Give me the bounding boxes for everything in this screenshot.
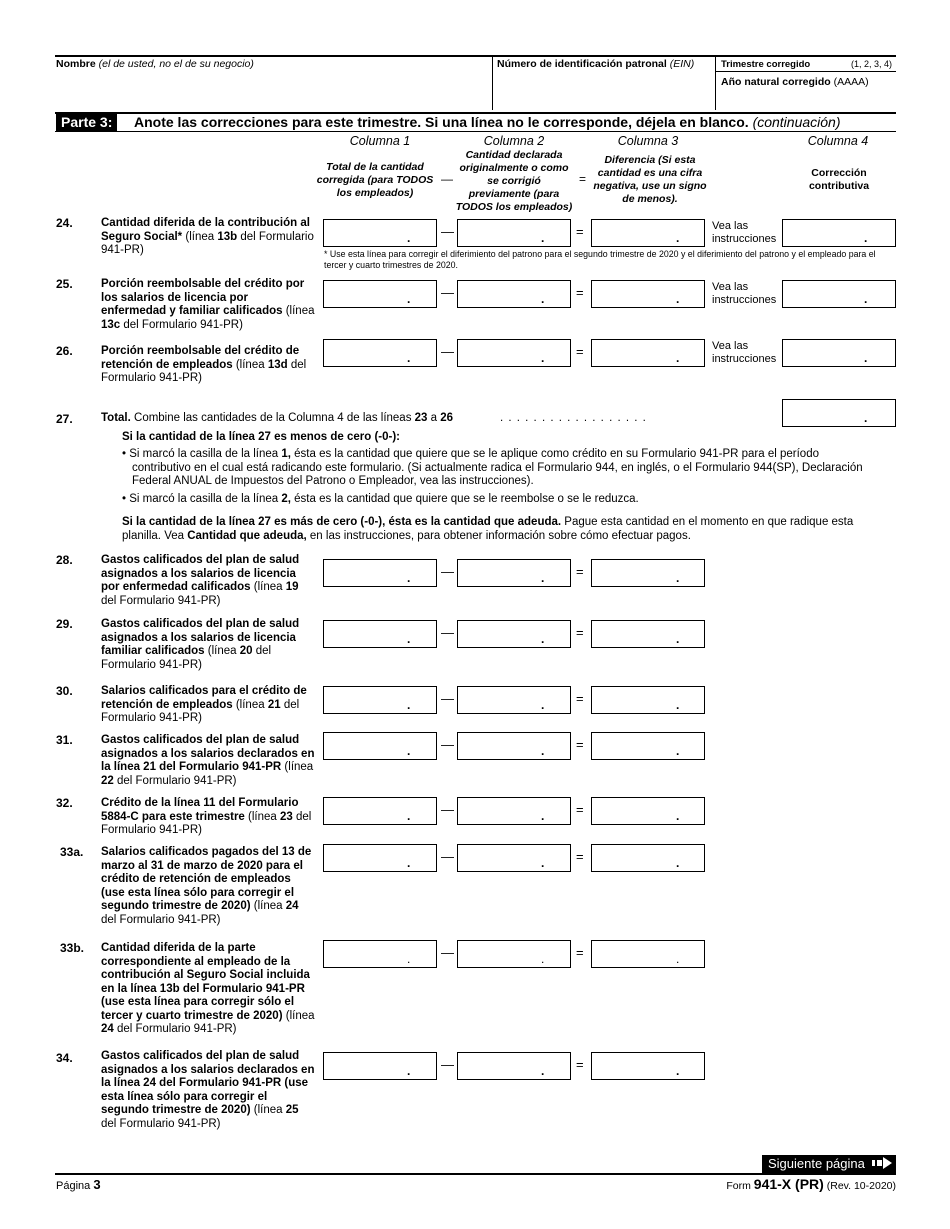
col-head-minus: —	[441, 172, 453, 186]
line-number: 30.	[56, 684, 73, 698]
line-number: 26.	[56, 344, 73, 358]
line-25-col4-field[interactable]	[782, 280, 896, 308]
decimal-point: .	[541, 744, 545, 758]
line-number: 27.	[56, 412, 73, 426]
col-head-equals: =	[579, 172, 587, 186]
line-33a-col2-field[interactable]	[457, 844, 571, 872]
decimal-point: .	[541, 1064, 545, 1078]
decimal-point: .	[541, 231, 545, 245]
line-number: 29.	[56, 617, 73, 631]
footer-rule	[55, 1173, 896, 1175]
line-31-description: Gastos calificados del plan de salud asignados a los salarios declarados en la línea 21 del Formulario 941-PR (línea 22 del Formulario 941-PR)	[101, 734, 315, 787]
col1-name: Columna 1	[349, 134, 411, 148]
decimal-point: .	[676, 809, 680, 823]
decimal-point: .	[864, 351, 868, 365]
line-number: 28.	[56, 553, 73, 567]
line-30-col1-field[interactable]	[323, 686, 437, 714]
col4-desc: Corrección contributiva	[808, 167, 870, 192]
line-27-bullet-2: • Si marcó la casilla de la línea 2, ésta es la cantidad que quiere que se le reembolse o se le reduzca.	[122, 493, 639, 505]
line-31-col3-field[interactable]	[591, 732, 705, 760]
line-number: 33a.	[60, 845, 84, 859]
decimal-point: .	[864, 411, 868, 425]
minus-sign: —	[441, 945, 454, 960]
line-27-description: Total. Combine las cantidades de la Columna 4 de las líneas 23 a 26	[101, 412, 454, 424]
part-tag: Parte 3:	[56, 114, 117, 131]
line-30-col2-field[interactable]	[457, 686, 571, 714]
decimal-point: .	[407, 744, 411, 758]
decimal-point: .	[407, 231, 411, 245]
line-31-col2-field[interactable]	[457, 732, 571, 760]
line-34-col3-field[interactable]	[591, 1052, 705, 1080]
minus-sign: —	[441, 564, 454, 579]
decimal-point: .	[864, 292, 868, 306]
decimal-point: .	[407, 1064, 411, 1078]
decimal-point: .	[676, 231, 680, 245]
col2-name: Columna 2	[483, 134, 545, 148]
line-number: 31.	[56, 733, 73, 747]
equals-sign: =	[576, 224, 584, 239]
decimal-point: .	[407, 632, 411, 646]
equals-sign: =	[576, 802, 584, 817]
decimal-point: .	[676, 571, 680, 585]
minus-sign: —	[441, 625, 454, 640]
header-divider-1	[492, 55, 493, 110]
line-28-description: Gastos calificados del plan de salud asignados a los salarios de licencia por enfermedad calificados (línea 19 del Formulario 941-PR)	[101, 554, 300, 607]
equals-sign: =	[576, 945, 584, 960]
see-instructions: Vea las instrucciones	[712, 340, 777, 365]
line-30-col3-field[interactable]	[591, 686, 705, 714]
decimal-point: .	[676, 1064, 680, 1078]
equals-sign: =	[576, 737, 584, 752]
col4-name: Columna 4	[807, 134, 869, 148]
equals-sign: =	[576, 849, 584, 864]
minus-sign: —	[441, 849, 454, 864]
decimal-point: .	[676, 698, 680, 712]
line-25-col1-field[interactable]	[323, 280, 437, 308]
decimal-point: .	[541, 571, 545, 585]
decimal-point: .	[541, 292, 545, 306]
line-25-col2-field[interactable]	[457, 280, 571, 308]
line-28-col3-field[interactable]	[591, 559, 705, 587]
col3-name: Columna 3	[617, 134, 679, 148]
equals-sign: =	[576, 285, 584, 300]
line-27-total-field[interactable]	[782, 399, 896, 427]
page-indicator: Página 3	[56, 1177, 101, 1192]
next-page-label: Siguiente página	[768, 1156, 865, 1171]
decimal-point: .	[407, 952, 411, 966]
ein-field[interactable]	[495, 70, 713, 108]
line-number: 33b.	[60, 941, 85, 955]
line-26-col2-field[interactable]	[457, 339, 571, 367]
line-34-col1-field[interactable]	[323, 1052, 437, 1080]
decimal-point: .	[676, 856, 680, 870]
line-29-description: Gastos calificados del plan de salud asignados a los salarios de licencia familiar calificados (línea 20 del Formulario 941-PR)	[101, 618, 300, 671]
decimal-point: .	[864, 231, 868, 245]
line-28-col1-field[interactable]	[323, 559, 437, 587]
see-instructions: Vea las instrucciones	[712, 220, 777, 245]
line-32-col1-field[interactable]	[323, 797, 437, 825]
year-field[interactable]	[717, 89, 895, 109]
decimal-point: .	[407, 351, 411, 365]
header-divider-2	[715, 55, 716, 110]
part-title: Anote las correcciones para este trimestre. Si una línea no le corresponde, déjela en blanco. (continuación)	[134, 114, 841, 130]
col3-desc: Diferencia (Si esta cantidad es una cifra negativa, use un signo de menos).	[593, 154, 707, 205]
header-top-rule	[55, 55, 896, 57]
name-field[interactable]	[56, 70, 490, 108]
line-27-positive-note: Si la cantidad de la línea 27 es más de cero (-0-), ésta es la cantidad que adeuda. Pague esta cantidad en el momento en que radique esta planilla. Vea Cantidad que adeuda, en las instrucciones, para obtener información sobre cómo efectuar pagos.	[122, 516, 854, 542]
minus-sign: —	[441, 691, 454, 706]
minus-sign: —	[441, 224, 454, 239]
line-24-col3-field[interactable]	[591, 219, 705, 247]
line-34-col2-field[interactable]	[457, 1052, 571, 1080]
decimal-point: .	[407, 571, 411, 585]
line-27-negative-heading: Si la cantidad de la línea 27 es menos de cero (-0-):	[122, 431, 401, 443]
line-number: 25.	[56, 277, 73, 291]
decimal-point: .	[541, 952, 545, 966]
name-label: Nombre (el de usted, no el de su negocio)	[56, 58, 254, 70]
line-24-col2-field[interactable]	[457, 219, 571, 247]
minus-sign: —	[441, 737, 454, 752]
line-33b-col1-field[interactable]	[323, 940, 437, 968]
form-identifier: Form 941-X (PR) (Rev. 10-2020)	[726, 1176, 896, 1192]
decimal-point: .	[676, 632, 680, 646]
line-24-col1-field[interactable]	[323, 219, 437, 247]
minus-sign: —	[441, 285, 454, 300]
col2-desc: Cantidad declarada originalmente o como se corrigió previamente (para TODOS los empleados)	[455, 149, 573, 213]
line-27-bullet-1: • Si marcó la casilla de la línea 1, ésta es la cantidad que quiere que se le aplique como crédito en su Formulario 941-PR para el período contributivo en el cual está radicando este formulario. (Si actualmente radica el Formulario 944, en inglés, o el Formulario 944(SP), Declaración Federal ANUAL de Impuestos del Patrono o Empleador, vea las instrucciones).	[122, 448, 863, 487]
equals-sign: =	[576, 691, 584, 706]
line-24-description: Cantidad diferida de la contribución al Seguro Social* (línea 13b del Formulario 941-PR)	[101, 217, 314, 256]
line-29-col2-field[interactable]	[457, 620, 571, 648]
year-label: Año natural corregido (AAAA)	[721, 76, 869, 88]
minus-sign: —	[441, 1057, 454, 1072]
line-26-col4-field[interactable]	[782, 339, 896, 367]
ein-label: Número de identificación patronal (EIN)	[497, 58, 695, 70]
header-quarter-rule	[715, 71, 896, 72]
line-33b-col2-field[interactable]	[457, 940, 571, 968]
line-number: 34.	[56, 1051, 73, 1065]
line-25-description: Porción reembolsable del crédito por los salarios de licencia por enfermedad y familiar calificados (línea 13c del Formulario 941-PR)	[101, 278, 315, 331]
decimal-point: .	[541, 856, 545, 870]
decimal-point: .	[676, 744, 680, 758]
decimal-point: .	[676, 351, 680, 365]
line-24-col4-field[interactable]	[782, 219, 896, 247]
line-25-col3-field[interactable]	[591, 280, 705, 308]
decimal-point: .	[407, 809, 411, 823]
quarter-hint: (1, 2, 3, 4)	[851, 59, 893, 69]
decimal-point: .	[407, 292, 411, 306]
line-number: 24.	[56, 216, 73, 230]
minus-sign: —	[441, 802, 454, 817]
line-29-col3-field[interactable]	[591, 620, 705, 648]
part-bottom-rule	[55, 131, 896, 132]
equals-sign: =	[576, 625, 584, 640]
line-29-col1-field[interactable]	[323, 620, 437, 648]
decimal-point: .	[541, 698, 545, 712]
col1-desc: Total de la cantidad corregida (para TODOS los empleados)	[316, 161, 434, 199]
line-32-description: Crédito de la línea 11 del Formulario 5884-C para este trimestre (línea 23 del Formulario 941-PR)	[101, 797, 312, 836]
line-26-col1-field[interactable]	[323, 339, 437, 367]
line-number: 32.	[56, 796, 73, 810]
line-26-description: Porción reembolsable del crédito de retención de empleados (línea 13d del Formulario 941-PR)	[101, 345, 307, 384]
line-33a-col1-field[interactable]	[323, 844, 437, 872]
leader-dots: . . . . . . . . . . . . . . . . . .	[500, 412, 647, 424]
equals-sign: =	[576, 1057, 584, 1072]
next-page-banner	[762, 1155, 896, 1173]
line-33b-description: Cantidad diferida de la parte correspondiente al empleado de la contribución al Seguro Social incluida en la línea 13b del Formulario 941-PR (use esta línea para corregir sólo el tercer y cuarto trimestre de 2020) (línea 24 del Formulario 941-PR)	[101, 942, 315, 1035]
line-31-col1-field[interactable]	[323, 732, 437, 760]
quarter-label: Trimestre corregido	[721, 59, 811, 70]
line-33a-col3-field[interactable]	[591, 844, 705, 872]
decimal-point: .	[676, 292, 680, 306]
minus-sign: —	[441, 344, 454, 359]
decimal-point: .	[541, 632, 545, 646]
see-instructions: Vea las instrucciones	[712, 281, 777, 306]
line-24-note: * Use esta línea para corregir el diferimiento del patrono para el segundo trimestre de 2020 y el diferimiento del patrono y el empleado para el tercer y cuarto trimestres de 2020.	[324, 249, 876, 270]
decimal-point: .	[407, 698, 411, 712]
line-32-col2-field[interactable]	[457, 797, 571, 825]
line-26-col3-field[interactable]	[591, 339, 705, 367]
decimal-point: .	[407, 856, 411, 870]
line-33b-col3-field[interactable]	[591, 940, 705, 968]
decimal-point: .	[676, 952, 680, 966]
line-32-col3-field[interactable]	[591, 797, 705, 825]
right-arrow-icon	[872, 1156, 892, 1174]
decimal-point: .	[541, 809, 545, 823]
line-28-col2-field[interactable]	[457, 559, 571, 587]
line-33a-description: Salarios calificados pagados del 13 de marzo al 31 de marzo de 2020 para el crédito de retención de empleados (use esta línea sólo para corregir el segundo trimestre de 2020) (línea 24 del Formulario 941-PR)	[101, 846, 312, 926]
equals-sign: =	[576, 564, 584, 579]
equals-sign: =	[576, 344, 584, 359]
line-34-description: Gastos calificados del plan de salud asignados a los salarios declarados en la línea 24 del Formulario 941-PR (use esta línea sólo para corregir el segundo trimestre de 2020) (línea 25 del Formulario 941-PR)	[101, 1050, 315, 1130]
decimal-point: .	[541, 351, 545, 365]
line-30-description: Salarios calificados para el crédito de retención de empleados (línea 21 del Formulario 941-PR)	[101, 685, 307, 724]
